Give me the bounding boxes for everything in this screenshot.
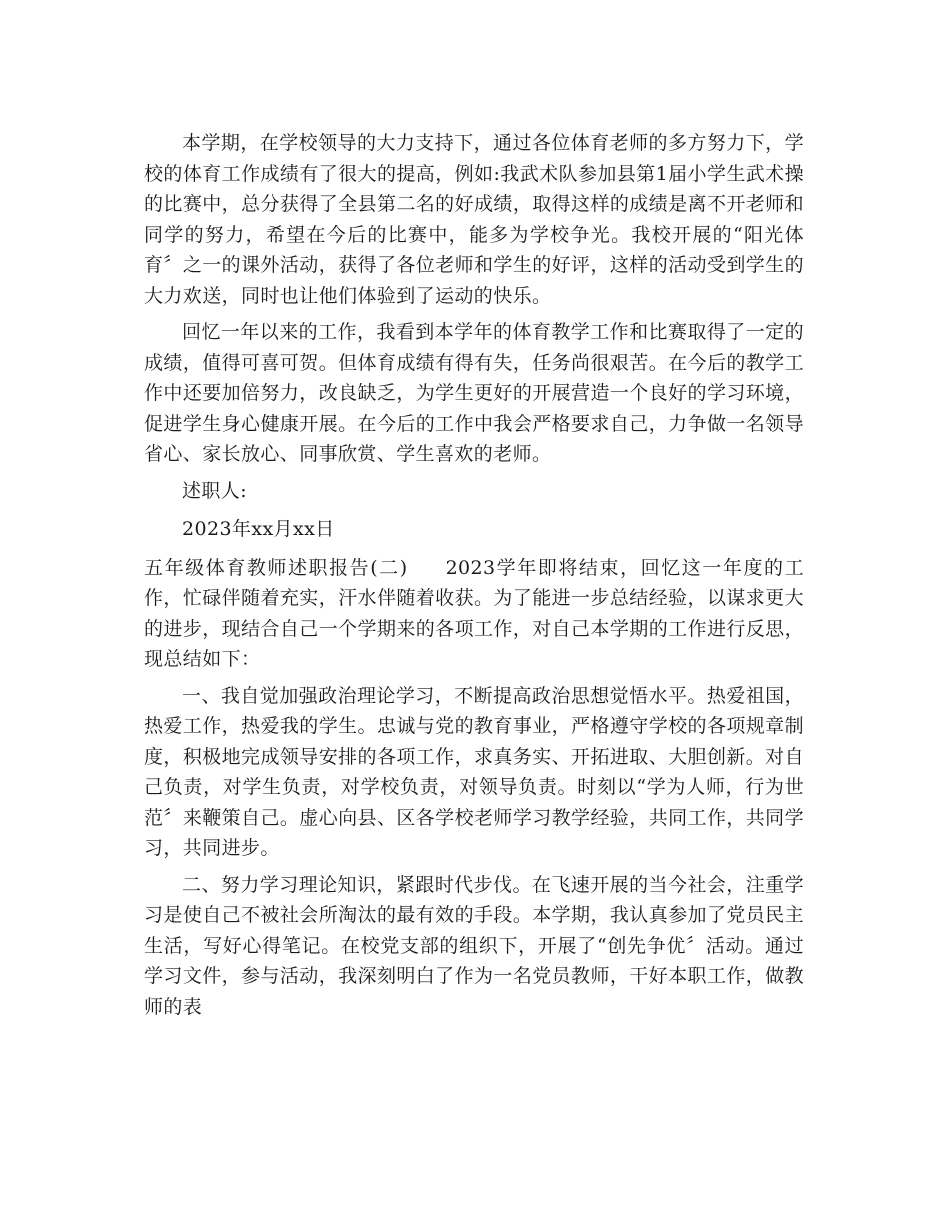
signature-date: 2023年xx月xx日	[182, 518, 335, 540]
paragraph-semester-summary: 本学期，在学校领导的大力支持下，通过各位体育老师的多方努力下，学校的体育工作成绩有了很大的提高，例如:我武术队参加县第1届小学生武术操的比赛中，总分获得了全县第二名的好成绩，取得这样的成绩是离不开老师和同学的努力，希望在今后的比赛中，能多为学校争光。我校开展的“阳光体育〞之一的课外活动，获得了各位老师和学生的好评，这样的活动受到学生的大力欢送，同时也让他们体验到了运动的快乐。	[144, 132, 804, 307]
section-theory-study: 二、努力学习理论知识，紧跟时代步伐。在飞速开展的当今社会，注重学习是使自己不被社会所淘汰的最有效的手段。本学期，我认真参加了党员民主生活，写好心得笔记。在校党支部的组织下，开展了“创先争优〞活动。通过学习文件，参与活动，我深刻明白了作为一名党员教师，干好本职工作，做教师的表	[144, 873, 804, 1018]
report2-opening	[144, 553, 804, 675]
paragraph-year-review: 回忆一年以来的工作，我看到本学年的体育教学工作和比赛取得了一定的成绩，值得可喜可贺。但体育成绩有得有失，任务尚很艰苦。在今后的教学工作中还要加倍努力，改良缺乏，为学生更好的开展营造一个良好的学习环境，促进学生身心健康开展。在今后的工作中我会严格要求自己，力争做一名领导省心、家长放心、同事欣赏、学生喜欢的老师。	[144, 321, 804, 465]
report2-title: 五年级体育教师述职报告(二)	[144, 556, 408, 579]
signature-label: 述职人:	[182, 479, 248, 502]
document-body	[144, 128, 804, 1028]
report2-intro: 2023学年即将结束，回忆这一年度的工作，忙碌伴随着充实，汗水伴随着收获。为了能进一步总结经验，以谋求更大的进步，现结合自己一个学期来的各项工作，对自己本学期的工作进行反思，现总结如下：	[144, 556, 804, 670]
section-political-study: 一、我自觉加强政治理论学习，不断提高政治思想觉悟水平。热爱祖国，热爱工作，热爱我的学生。忠诚与党的教育事业，严格遵守学校的各项规章制度，积极地完成领导安排的各项工作，求真务实、开拓进取、大胆创新。对自己负责，对学生负责，对学校负责，对领导负责。时刻以“学为人师，行为世范〞来鞭策自己。虚心向县、区各学校老师学习教学经验，共同工作，共同学习，共同进步。	[144, 684, 804, 859]
